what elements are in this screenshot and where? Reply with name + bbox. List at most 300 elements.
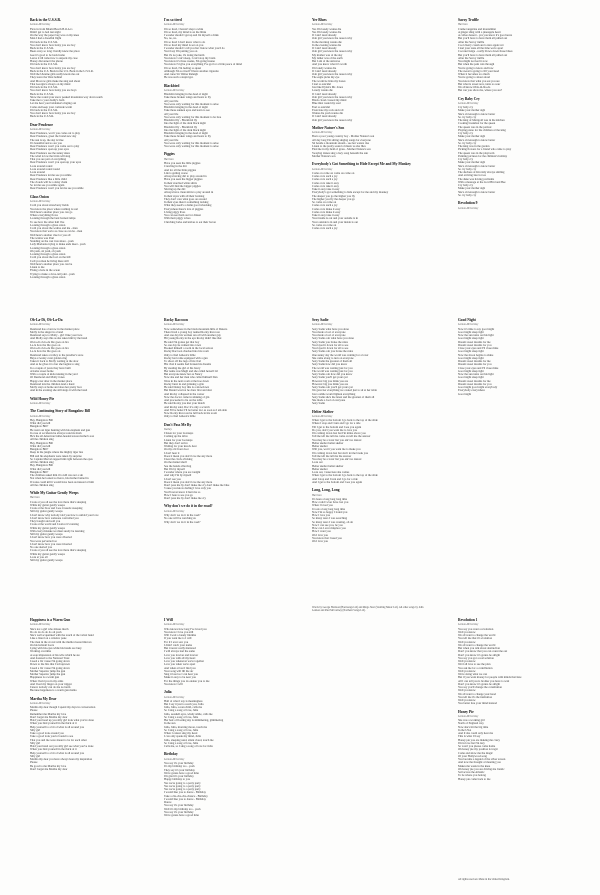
lyric-line: Looking through a glass onion	[30, 246, 66, 250]
lyric-line: You ask me for a contribution	[458, 666, 493, 670]
lyric-line: Always have clean shirts to play around in	[164, 191, 214, 195]
lyric-line: Hey, Bungalow Bill	[30, 418, 54, 422]
lyric-line: You don't know how lucky you are boy	[30, 43, 76, 47]
song-credit: Lennon-McCartney	[312, 131, 333, 135]
lyric-line: Help yourself to a bit of what is all around you	[30, 725, 85, 729]
lyric-line: Your outside is in and your inside is out	[312, 220, 358, 224]
lyric-line: All your life	[164, 99, 179, 103]
song-title: Wild Honey Pie	[30, 396, 55, 401]
lyric-line: So I sing a song of love, Julia	[164, 715, 199, 719]
lyric-line: We all want to change your head	[458, 692, 496, 696]
lyric-line: The man in the crowd with the multicoloured mirrors	[30, 640, 92, 644]
lyric-line: Living piggy lives	[164, 210, 186, 214]
song-title: Martha My Dear	[30, 696, 57, 701]
lyric-line: Will you, won't you want me to make you	[312, 448, 361, 452]
song-credit: Lennon-McCartney	[312, 323, 333, 327]
lyric-line: She made a fool of everyone	[312, 399, 346, 403]
lyric-line: Don't you know it's gonna be alright	[458, 653, 500, 657]
lyric-line: Come on is take it easy	[312, 184, 339, 188]
lyric-line: Good night sleep tight	[458, 376, 484, 380]
lyric-line: Come and keep your comrade warm	[30, 105, 72, 109]
lyric-line: Good night	[458, 392, 472, 396]
lyric-line: Listen to me	[30, 266, 45, 270]
lyric-line: Take a good look you're bound to see	[30, 735, 74, 739]
lyric-line: And arriving late for tea	[458, 174, 486, 178]
lyric-line: It's beautiful and so are you	[30, 141, 62, 145]
lyric-line: All your life	[164, 112, 179, 116]
lyric-line: She's old enough to know better	[458, 164, 496, 168]
song-credit: Lennon-McCartney	[458, 102, 479, 106]
lyric-line: You say you want a revolution	[458, 627, 494, 631]
lyric-line: Look around round	[30, 164, 53, 168]
song-title: Everybody's Got Something to Hide Except Me and My Monkey	[312, 162, 411, 167]
lyric-line: The world was waiting just for you	[312, 369, 353, 373]
song-credit: Lennon-McCartney	[458, 323, 479, 327]
lyric-line: And Rocky said, Doc it's only a scratch	[164, 405, 210, 409]
lyric-line: If looks could kill it would have been us instead of him	[30, 480, 94, 484]
lyric-line: For the things you do endear you to me	[164, 679, 210, 683]
lyric-line: Clutching forks and knives to eat their bacon	[164, 220, 216, 224]
lyric-line: You know the place where nothing is real	[30, 207, 78, 211]
lyric-line: Listen to the pretty sound of music as she flies	[312, 145, 366, 149]
song-title: Rocky Raccoon	[164, 318, 188, 322]
lyric-line: Working overtime	[30, 650, 52, 654]
lyric-line: No one will be watching us	[164, 517, 196, 521]
lyric-line: Wanna die yeah wanna die	[312, 112, 343, 116]
lyric-line: But it never really mattered	[164, 647, 196, 651]
lyric-line: Oh yeah, oh yeah, oh yeah	[30, 249, 61, 253]
lyric-line: Dear Prudence let me see you smile	[30, 174, 72, 178]
lyric-line: Tell me tell me tell me come on tell me the answer	[312, 435, 371, 439]
lyric-line: Trying to make a dove-tail joint - yeah	[30, 272, 75, 276]
lyric-line: He said Rocky you met your match	[164, 402, 205, 406]
lyric-line: Looking through a glass onion	[30, 253, 66, 257]
lyric-line: When I loved you	[312, 504, 333, 508]
lyric-line: Still my guitar gently weeps	[30, 559, 63, 563]
song-credit: Lennon-McCartney	[164, 23, 185, 27]
song-title: Julia	[164, 690, 172, 695]
lyric-line: Be good to me Martha my love	[30, 764, 67, 768]
lyric-line: The clouds will be a daisy chain	[30, 180, 68, 184]
lyric-line: Please	[30, 709, 38, 713]
lyric-line: You know I love you still	[164, 630, 194, 634]
lyric-line: And in the evening she still sings it with the band	[30, 389, 88, 393]
lyric-line: And proceeded to lie on the table	[164, 399, 203, 403]
lyric-line: I would like you to dance - Birthday	[164, 797, 206, 801]
lyric-line: And curse Sir Walter Raleigh	[164, 73, 198, 77]
song-block	[164, 152, 296, 223]
song-credit: Lennon-McCartney	[30, 23, 51, 27]
lyric-line: Now the sun turns out his light	[458, 334, 494, 338]
lyric-line: Sail across the Atlantic	[458, 771, 485, 775]
lyric-line: So many tears I was searching	[312, 517, 348, 521]
lyric-line: Well here's another place you can go	[30, 210, 73, 214]
lyric-line: I'm back in the U.S.S.R.	[30, 63, 58, 67]
lyric-line: Good night sleep tight	[458, 356, 484, 360]
lyric-line: If you want me to I will	[164, 637, 192, 641]
song-title: While My Guitar Gently Weeps	[30, 491, 79, 496]
lyric-line: Silly girl	[30, 728, 41, 732]
lyric-line: To see how the other half live	[30, 220, 65, 224]
lyric-line: Look around round round	[30, 167, 60, 171]
lyric-line: You don't know how lucky you are boy	[30, 112, 76, 116]
lyric-line: What did you kill	[30, 444, 51, 448]
lyric-line: Dream sweet dreams for you	[458, 343, 492, 347]
lyric-line: Been away so long I hardly knew the place	[30, 50, 80, 54]
lyric-line: Well it's my birthday too - yeah	[164, 807, 201, 811]
lyric-line: Cooking breakfast for the queen	[458, 122, 496, 126]
lyric-line: Your song will fill the air	[164, 669, 194, 673]
lyric-line: Silly girl	[30, 741, 41, 745]
song-title: Revolution 9	[458, 201, 478, 206]
lyric-line: Yes we're going to a party party	[164, 788, 201, 792]
lyric-line: We're gonna have a good time	[164, 771, 199, 775]
lyric-line: A coffee dessert - yes you know it's good news	[458, 34, 513, 38]
lyric-line: Only to find Gideon's bible	[164, 353, 196, 357]
lyric-line: Now I'm so happy I found you	[312, 510, 348, 514]
lyric-line: We're doing what we can	[458, 673, 488, 677]
lyric-line: If I ain't dead already	[312, 69, 337, 73]
lyric-line: But if you want money for people with minds that hate	[458, 676, 522, 680]
lyric-line: However big you think you are	[312, 382, 349, 386]
lyric-line: Till I get to the bottom and I see you again	[312, 425, 362, 429]
lyric-line: All day long I'm sitting singing songs for everyone	[312, 138, 371, 142]
song-title: Happiness is a Warm Gun	[30, 618, 71, 622]
song-block	[164, 18, 296, 80]
lyric-line: Born a poor young country boy - Mother Nature's son	[312, 135, 375, 139]
column-12	[458, 618, 590, 785]
lyric-line: There lived a young boy named Rocky Raccoon	[164, 330, 220, 334]
lyric-line: You're going to know and how	[458, 66, 494, 70]
lyric-line: The queen was in the parlour	[458, 125, 492, 129]
lyric-line: Well you know	[458, 640, 476, 644]
lyric-line: And donated to the National Trust	[30, 656, 70, 660]
lyric-line: Blackbird fly - Blackbird fly	[164, 125, 198, 129]
lyric-line: While my guitar gently weeps	[30, 552, 65, 556]
lyric-line: Good night sleep tight	[458, 337, 484, 341]
lyric-line: You layed it down for all to see	[312, 343, 349, 347]
lyric-line: Swaying daises sing a lazy song beneath the sun	[312, 151, 368, 155]
lyric-line: Leave it till tomorrow to unpack my case	[30, 56, 78, 60]
lyric-line: You'd say I'm putting you on	[164, 50, 198, 54]
song-credit: Lennon-McCartney	[30, 200, 51, 204]
lyric-line: They don't care what goes on around	[164, 197, 207, 201]
lyric-line: Not when he looked so fierce, his mother butted in	[30, 477, 89, 481]
lyric-line: No one alerted you	[30, 546, 53, 550]
lyric-line: We all know Obla-di-bla-da	[458, 86, 491, 90]
lyric-line: Show me round your snow peaked mountains way down south	[30, 95, 103, 99]
lyric-line: I'm in love but I'm lazy	[458, 741, 485, 745]
lyric-line: Cry baby cry	[458, 106, 474, 110]
lyric-line: The duchess of Kircaldy always smiling	[458, 171, 505, 175]
lyric-line: Now she and her man who called himself Dan	[164, 376, 218, 380]
lyric-line: I feel so suicidal	[312, 82, 332, 86]
song-block	[30, 491, 162, 562]
lyric-line: Let me hear your balalaika's ringing out	[30, 102, 77, 106]
lyric-line: Don't you know that you can count me out	[458, 650, 508, 654]
lyric-line: Martha my dear you have always been my inspiration	[30, 758, 93, 762]
lyric-line: But I am of the universe	[312, 60, 341, 64]
lyric-line: Sexy Sadie ooh you broke the rules	[312, 350, 353, 354]
lyric-line: He said I'm gonna get that boy	[164, 340, 200, 344]
lyric-line: Why don't we do it in the road?	[164, 520, 201, 524]
lyric-line: You're going to shout aloud	[458, 76, 490, 80]
lyric-line: You know I'd give you everything I've got for a little peace of mind	[164, 63, 242, 67]
lyric-line: She was a working girl	[458, 719, 485, 723]
lyric-line: Desmond lets the children lend a hand	[30, 382, 75, 386]
lyric-line: With every mistake we must surely be learning	[30, 529, 85, 533]
lyric-line: Silly girl	[30, 754, 41, 758]
lyric-line: All I can tell you is brother you have to wait	[458, 679, 510, 683]
song-block	[30, 397, 162, 406]
lyric-line: In a couple of years they have built	[30, 366, 71, 370]
lyric-line: Of your Hollywood song	[458, 754, 487, 758]
song-credit: Lennon-McCartney	[164, 623, 185, 627]
lyric-line: On the way the paper bag was on my knee	[30, 34, 80, 38]
lyric-line: The king was in the garden	[458, 145, 490, 149]
lyric-line: I'm so tired I don't know what to do	[164, 40, 206, 44]
lyric-line: Didn't get to bed last night	[30, 30, 61, 34]
lyric-line: It took a long long long time	[312, 507, 346, 511]
lyric-line: Look out, 'cause here she comes	[312, 471, 350, 475]
lyric-line: Good night sleep tight	[458, 350, 484, 354]
lyric-line: It's been a long long long time	[312, 497, 348, 501]
lyric-line: Life is getting worse	[164, 171, 188, 175]
lyric-line: In the USA	[458, 728, 472, 732]
lyric-line: But you'll have to have them all pulled out	[458, 53, 508, 57]
lyric-line: Cool cherry cream and a nice apple tart	[458, 43, 504, 47]
lyric-line: Dream sweet dreams for me	[458, 360, 491, 364]
song-block	[30, 195, 162, 279]
lyric-line: And if she could only hear me	[458, 732, 493, 736]
song-block	[312, 162, 444, 230]
lyric-line: Look around	[30, 171, 45, 175]
lyric-line: Sexy Sadie the greatest of them all	[312, 360, 353, 364]
lyric-line: Oh I love you	[312, 540, 328, 544]
lyric-line: Make your mother sigh	[458, 135, 486, 139]
song-credit: Harrison	[458, 23, 468, 27]
lyric-line: A ginger sling with a pineapple heart	[458, 30, 501, 34]
lyric-line: Cry baby cry	[458, 158, 474, 162]
lyric-line: Still my guitar gently weeps	[30, 533, 63, 537]
lyric-line: I'm so tired, I haven't slept a wink	[164, 27, 204, 31]
lyric-line: Painting pictures for the children's holiday	[458, 154, 508, 158]
song-credit: Lennon-McCartney	[164, 695, 185, 699]
lyric-line: Who knows how long I've loved you	[164, 627, 207, 631]
lyric-line: Deep in the jungle where the mighty tiger lies	[30, 451, 83, 455]
lyric-line: I listen for your footsteps	[164, 432, 194, 436]
lyric-line: Back in the U.S.S.R.	[30, 92, 55, 96]
lyric-line: Fixing a hole in the ocean	[30, 269, 60, 273]
lyric-line: So come on come on	[312, 201, 337, 205]
lyric-line: She's old enough to know better	[458, 138, 496, 142]
lyric-line: Please	[30, 761, 38, 765]
lyric-line: Dear Prudence open up your eyes	[30, 148, 69, 152]
lyric-line: If I ain't dead already	[312, 34, 337, 38]
lyric-line: Dear Prudence won't you come out to play	[30, 145, 80, 149]
lyric-line: Come on is such a joy	[312, 175, 338, 179]
lyric-line: I don't see you	[164, 477, 181, 481]
lyric-line: The world was waiting just for you	[312, 366, 353, 370]
lyric-line: I'm coming down fast but I'm miles above you	[312, 432, 366, 436]
lyric-line: You say it's your birthday	[164, 810, 194, 814]
song-block	[164, 618, 296, 686]
lyric-line: Julia, seashell eyes, windy smile, calls me	[164, 712, 213, 716]
song-block	[312, 18, 444, 122]
lyric-line: Now I can see you, be you	[312, 523, 343, 527]
lyric-line: Looking through a glass onion	[30, 223, 66, 227]
lyric-line: How can I ever misplace you	[312, 527, 346, 531]
lyric-line: You were only waiting for this moment to arise	[164, 141, 219, 145]
lyric-line: Back in the U.S.S.R.	[30, 115, 55, 119]
lyric-line: Honey pie come back to me	[458, 777, 491, 781]
lyric-line: Mother Superior jump the gun	[30, 673, 66, 677]
lyric-line: Just a smile would lighten everything	[312, 392, 356, 396]
lyric-line: I'm so tired, I'm feeling so upset	[164, 66, 202, 70]
song-block	[164, 752, 296, 817]
lyric-line: You layed it down for all to see	[312, 347, 349, 351]
lyric-line: Take me to your daddy's farm	[30, 99, 65, 103]
lyric-line: Ooh girl you know the reason why	[312, 118, 353, 122]
lyric-line: To be where you belong	[458, 774, 486, 778]
song-title: Don't Pass Me By	[164, 422, 192, 427]
lyric-line: While my guitar gently weeps	[30, 526, 65, 530]
lyric-line: In their starched white shirts	[164, 181, 197, 185]
lyric-line: I don't hear it	[164, 451, 180, 455]
lyric-line: Mother Superior jump the gun	[30, 669, 66, 673]
song-block	[164, 690, 296, 748]
column-8	[458, 318, 590, 400]
lyric-line: They leave the West behind	[30, 76, 62, 80]
lyric-line: Don't forget me Martha my dear	[30, 767, 68, 771]
lyric-line: Bill and his elephants were taken by surprise	[30, 454, 82, 458]
lyric-line: Booked himself a room in the local saloon	[164, 347, 214, 351]
lyric-line: Blue mist round my soul	[312, 102, 341, 106]
lyric-line: Rocky burst in and grinning a grin	[164, 382, 204, 386]
lyric-line: But everyone knew her as Nancy	[164, 373, 203, 377]
lyric-line: You can see them out for dinner	[164, 214, 201, 218]
lyric-line: Calls me, so I sing a song of love for Julia	[164, 745, 213, 749]
lyric-line: You were only waiting for this moment to arise	[164, 145, 219, 149]
lyric-line: Does it mean you don't love me any more	[164, 454, 213, 458]
lyric-line: Just like Dylan's Mr. Jones	[312, 86, 343, 90]
lyric-line: Well you know	[458, 669, 476, 673]
song-title: Savoy Truffle	[458, 18, 479, 22]
lyric-line: I look at the floor and I see it needs sweeping	[30, 507, 83, 511]
lyric-line: You will find the bigger piggies	[164, 184, 201, 188]
lyric-line: Back in the U.S.S.R.	[30, 47, 55, 51]
lyric-line: Were in the next room at the hoe down	[164, 379, 209, 383]
song-title: Dear Prudence	[30, 122, 53, 127]
lyric-line: Do you, don't you want me to love you	[312, 428, 358, 432]
lyric-line: So I sing a song of love, Julia	[164, 709, 199, 713]
lyric-line: We're gonna have a good time	[164, 814, 199, 818]
lyric-line: You may be a lover but you ain't no dancer	[312, 438, 362, 442]
lyric-line: Come on is such a joy	[312, 204, 338, 208]
lyric-line: Waiting for your knock dear	[164, 445, 197, 449]
lyric-line: Helter skelter helter skelter	[312, 441, 344, 445]
song-credit: Starkey	[164, 428, 172, 432]
song-credit: Lennon-McCartney	[164, 323, 185, 327]
lyric-line: Don't pass me by don't make me cry don't make me blue	[164, 484, 230, 488]
lyric-line: Cry baby cry	[458, 184, 474, 188]
lyric-line: Help yourself to a bit of what is all around you	[30, 751, 85, 755]
lyric-line: Love you forever and forever	[164, 653, 199, 657]
lyric-line: Because happiness is a warm gun mama	[30, 689, 77, 693]
lyric-line: Make your mother sigh	[458, 187, 486, 191]
lyric-line: So cry baby cry	[458, 193, 477, 197]
lyric-line: I feel your taste all the time we're apart	[458, 47, 504, 51]
lyric-line: Black cloud crossed my mind	[312, 99, 347, 103]
lyric-line: And Molly says this as she takes him by the hand	[30, 337, 88, 341]
song-credit: Lennon-McCartney	[164, 509, 185, 513]
lyric-line: Sexy Sadie ooh what have you done	[312, 337, 354, 341]
lyric-line: Blackbird singing in the dead of night	[164, 106, 208, 110]
lyric-line: Flew in from Miami Beach B.O.A.C.	[30, 27, 74, 31]
lyric-line: You say you'll change the constitution	[458, 686, 502, 690]
lyric-line: And I'll be better I'll be better doc as soon as I am able	[164, 408, 227, 412]
lyric-line: Now the doctor came in stinking of gin	[164, 395, 210, 399]
lyric-line: Cry baby cry	[458, 132, 474, 136]
song-credit: Lennon-McCartney	[458, 623, 479, 627]
lyric-line: My father was of the earth	[312, 56, 343, 60]
lyric-line: North of England way	[458, 722, 484, 726]
lyric-line: Rocky had come equipped with a gun	[164, 356, 208, 360]
song-block	[30, 318, 162, 393]
lyric-line: Now the moon begins to shine	[458, 353, 494, 357]
lyric-line: Into the light of the dark black night	[164, 122, 206, 126]
lyric-line: The deeper you go the higher you fly	[312, 194, 355, 198]
song-credit: Lennon-McCartney	[30, 414, 51, 418]
lyric-line: But what is sweet now, turns so sour	[458, 82, 501, 86]
lyric-line: Hit young Rocky in the eye Rocky didn't like that	[164, 337, 222, 341]
lyric-line: Dear Prudence won't you open up your eyes	[30, 161, 82, 165]
lyric-line: Sexy Sadie	[312, 402, 325, 406]
lyric-line: The eagle picks my eye	[312, 76, 340, 80]
lyric-line: Come on come on come on come on	[312, 171, 355, 175]
lyric-line: Sexy Sadie she's the latest and the greatest of them all	[312, 395, 375, 399]
lyric-line: Take it easy take it easy	[312, 214, 340, 218]
lyric-line: Of Desmond and Molly Jones	[30, 376, 65, 380]
lyric-line: Take a cha-cha-cha-chance - Birthday	[164, 794, 208, 798]
lyric-line: All the children sing	[30, 438, 54, 442]
lyric-line: Now it's time to say good night	[458, 327, 495, 331]
lyric-line: I tell you man he living there still	[30, 259, 69, 263]
lyric-line: They bought and sold you	[30, 520, 61, 524]
lyric-line: That Georgia's always on my mind	[30, 82, 71, 86]
lyric-line: Looking through the bent backed tulips	[30, 217, 76, 221]
lyric-line: I look at you all see the love there that's sleeping	[30, 549, 87, 553]
lyric-line: I'm back in the U.S.S.R.	[30, 40, 58, 44]
lyric-line: All the children sing	[30, 461, 54, 465]
lyric-line: So I sing a song of love, Julia	[164, 741, 199, 745]
lyric-line: Looking through a glass onion	[30, 275, 66, 279]
lyric-line: You became a legend of the silver screen	[458, 758, 506, 762]
lyric-line: She's not a girl who misses much	[30, 627, 69, 631]
lyric-line: Well you know	[458, 699, 476, 703]
lyric-line: Ob-la-di ob-la-da life goes on bra	[30, 340, 69, 344]
lyric-line: I told you about the fool on the hill	[30, 256, 71, 260]
lyric-line: Take these broken wings and learn to fly	[164, 96, 211, 100]
lyric-line: You know I will	[164, 682, 183, 686]
lyric-line: Playing piano for the children of the king	[458, 128, 506, 132]
lyric-line: Honey pie you are making me crazy	[458, 738, 500, 742]
lyric-line: All the children sing	[30, 483, 54, 487]
lyric-line: I wonder where you are tonight	[164, 471, 201, 475]
lyric-line: They say it's your birthday	[164, 768, 195, 772]
lyric-line: Julia, Julia, morning moon, touch me	[164, 725, 208, 729]
lyric-line: Crawling in the dirt	[164, 165, 187, 169]
